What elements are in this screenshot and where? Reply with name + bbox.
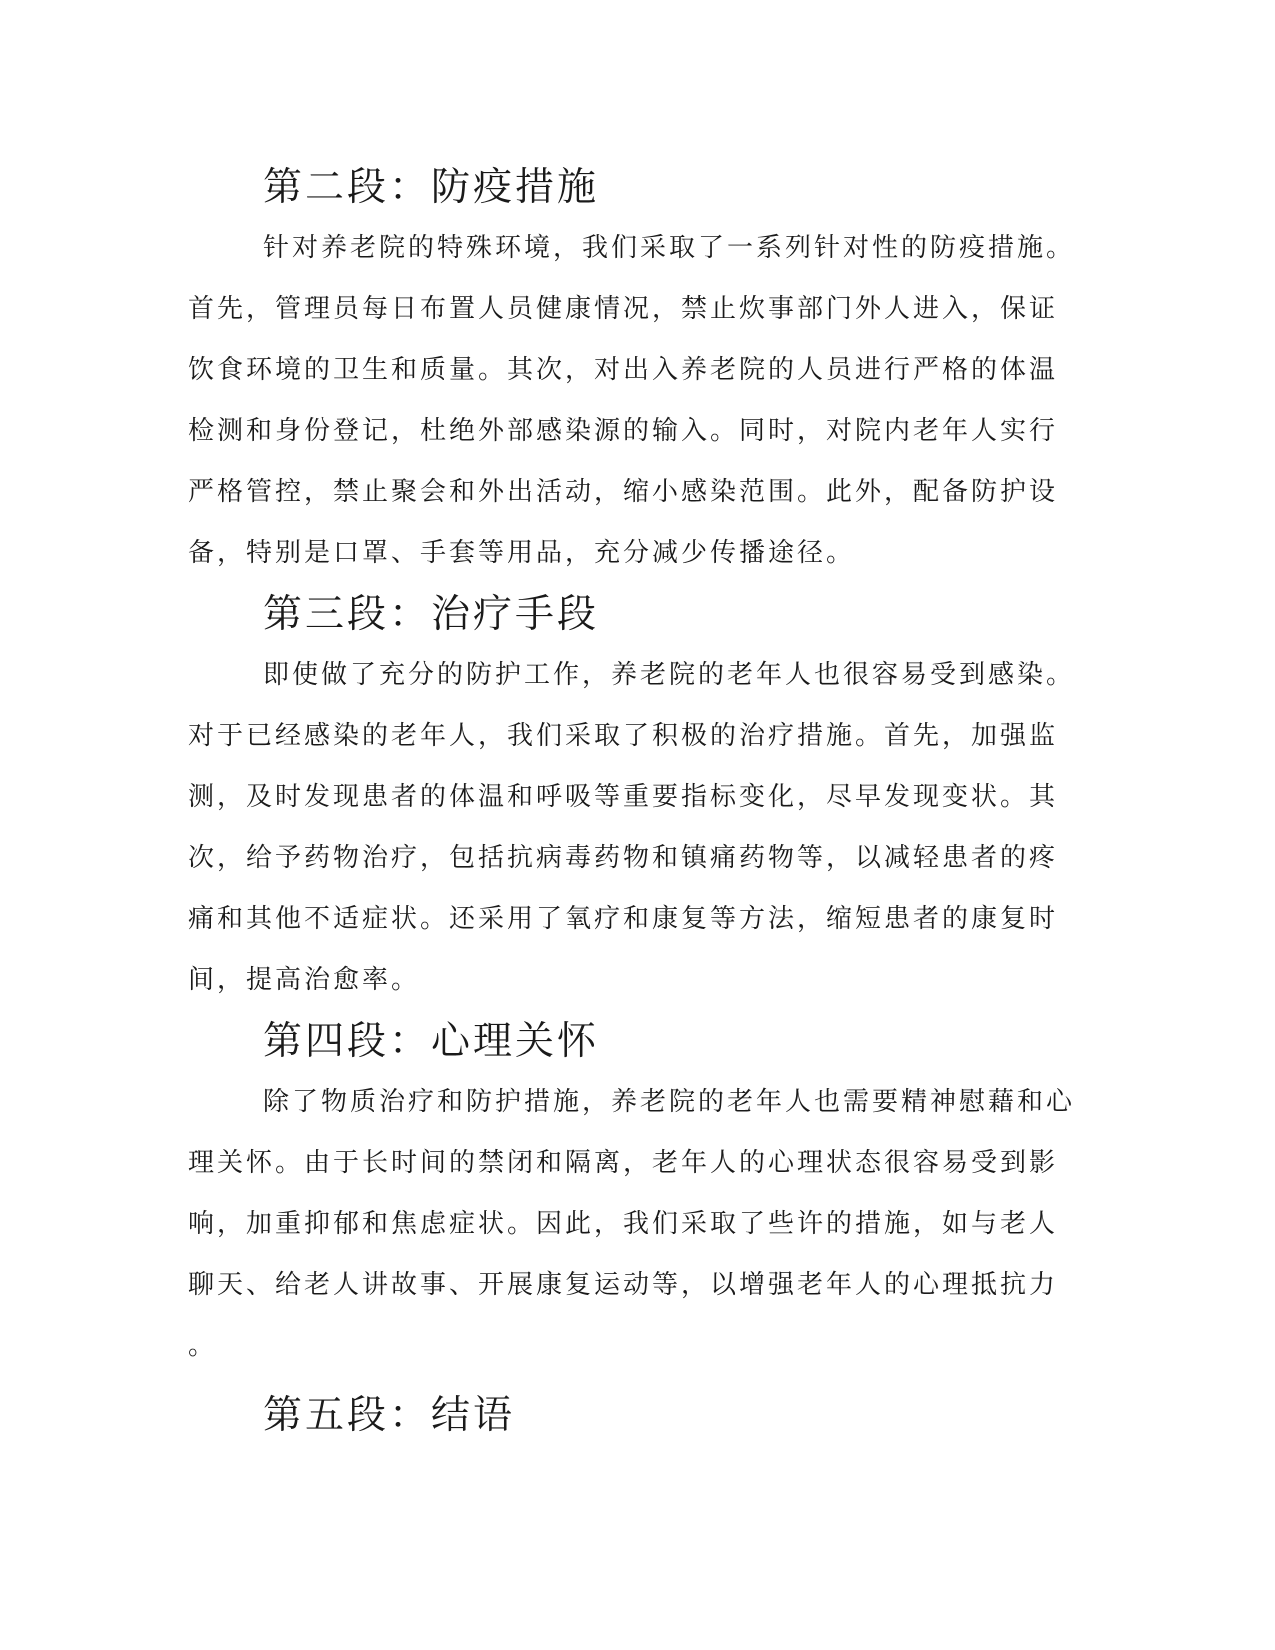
paragraph-line: 测，及时发现患者的体温和呼吸等重要指标变化，尽早发现变状。其 <box>188 782 1059 812</box>
spacer <box>188 1377 1068 1385</box>
paragraph-line: 聊天、给老人讲故事、开展康复运动等，以增强老年人的心理抵抗力 <box>188 1270 1059 1300</box>
paragraph-line: 严格管控，禁止聚会和外出活动，缩小感染范围。此外，配备防护设 <box>188 477 1059 507</box>
paragraph-line: 针对养老院的特殊环境，我们采取了一系列针对性的防疫措施。 <box>263 233 1076 263</box>
paragraph-line: 理关怀。由于长时间的禁闭和隔离，老年人的心理状态很容易受到影 <box>188 1148 1059 1178</box>
paragraph-line: 除了物质治疗和防护措施，养老院的老年人也需要精神慰藉和心 <box>263 1087 1076 1117</box>
paragraph-line: 饮食环境的卫生和质量。其次，对出入养老院的人员进行严格的体温 <box>188 355 1059 385</box>
section-heading: 第三段：治疗手段 <box>263 592 600 637</box>
paragraph-line: 次，给予药物治疗，包括抗病毒药物和镇痛药物等，以减轻患者的疼 <box>188 843 1059 873</box>
paragraph-line: 检测和身份登记，杜绝外部感染源的输入。同时，对院内老年人实行 <box>188 416 1059 446</box>
paragraph-line: 对于已经感染的老年人，我们采取了积极的治疗措施。首先，加强监 <box>188 721 1059 751</box>
paragraph-line: 痛和其他不适症状。还采用了氧疗和康复等方法，缩短患者的康复时 <box>188 904 1059 934</box>
paragraph-line: 即使做了充分的防护工作，养老院的老年人也很容易受到感染。 <box>263 660 1076 690</box>
document-body <box>188 157 1076 1446</box>
paragraph-line: 。 <box>188 1331 218 1361</box>
section-heading: 第二段：防疫措施 <box>263 165 600 210</box>
paragraph-line: 间，提高治愈率。 <box>188 965 421 995</box>
paragraph-line: 响，加重抑郁和焦虑症状。因此，我们采取了些许的措施，如与老人 <box>188 1209 1059 1239</box>
section-heading: 第五段：结语 <box>263 1393 516 1438</box>
paragraph-line: 首先，管理员每日布置人员健康情况，禁止炊事部门外人进入，保证 <box>188 294 1059 324</box>
section-heading: 第四段：心理关怀 <box>263 1019 600 1064</box>
paragraph-line: 备，特别是口罩、手套等用品，充分减少传播途径。 <box>188 538 856 568</box>
